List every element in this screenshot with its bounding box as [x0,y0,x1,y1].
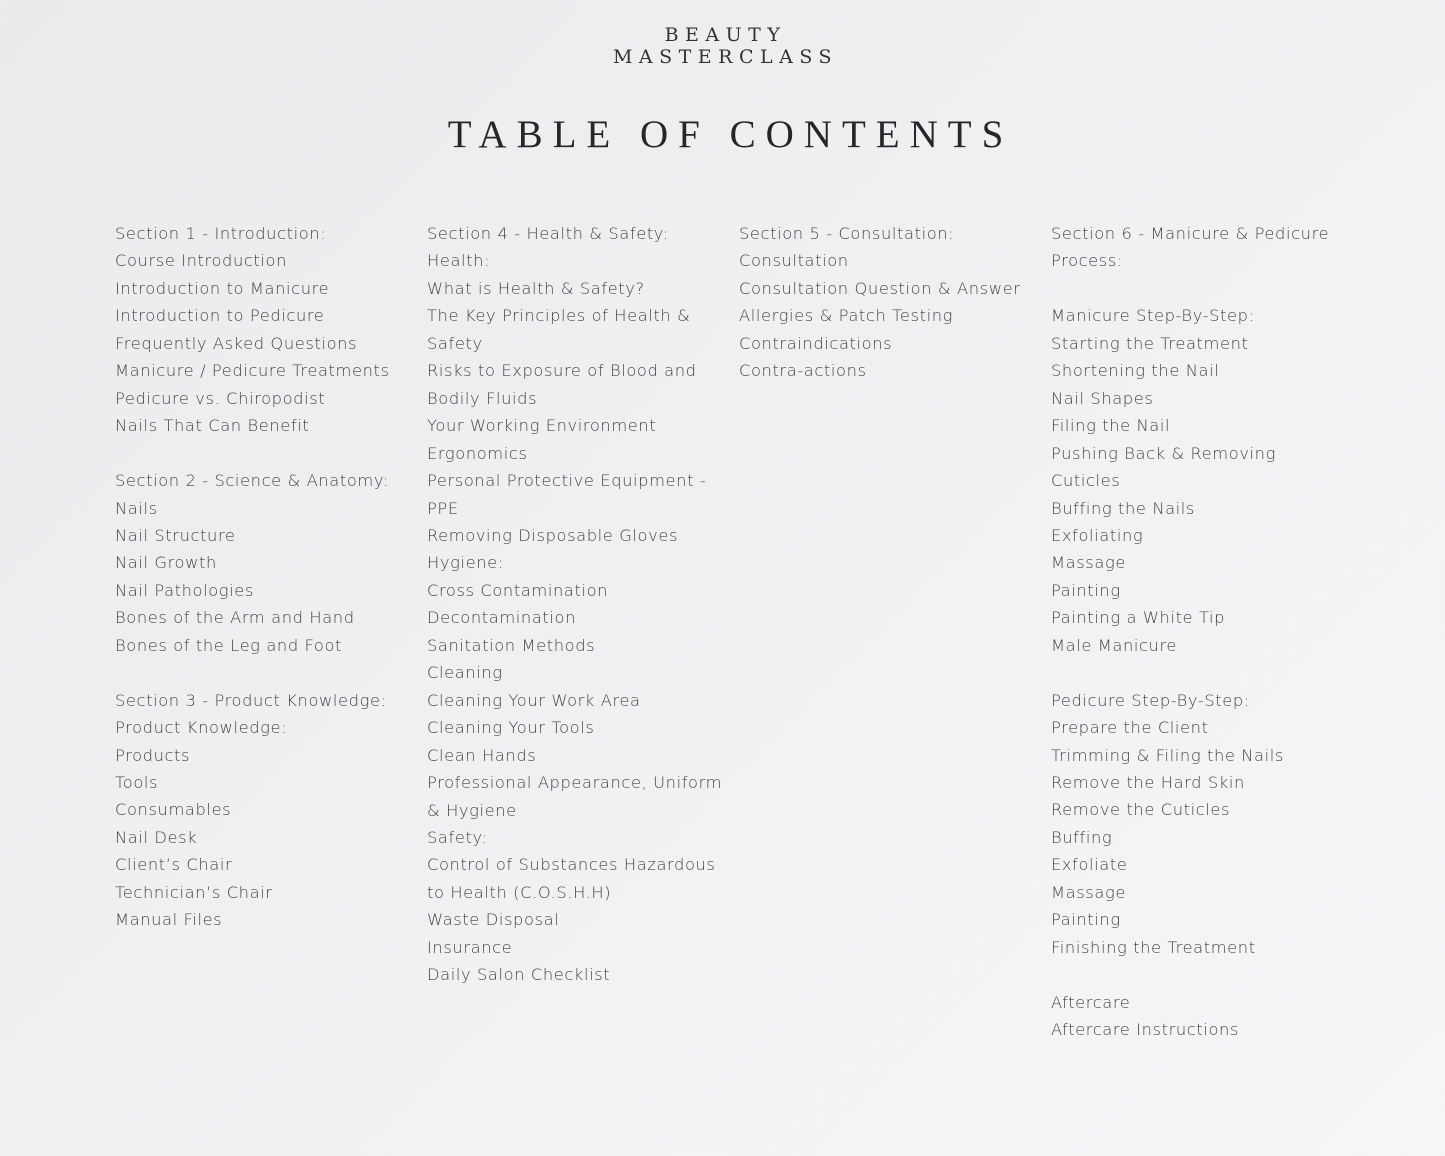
toc-entry: Exfoliate [1051,855,1128,875]
toc-entry: Bones of the Leg and Foot [115,635,343,655]
toc-entry: Bones of the Arm and Hand [115,608,355,628]
toc-entry: Your Working Environment [427,416,657,436]
toc-entry: Contra-actions [739,361,867,381]
toc-entry: Frequently Asked Questions [115,333,358,353]
toc-entry: Remove the Hard Skin [1051,773,1245,793]
toc-heading: Pedicure Step-By-Step: [1051,690,1250,710]
toc-entry: Remove the Cuticles [1051,800,1231,820]
toc-entry: Allergies & Patch Testing [739,306,954,326]
toc-entry: Nail Structure [115,525,236,545]
toc-entry: Contraindications [739,333,893,353]
toc-spacer [1051,659,1351,686]
toc-heading: Aftercare [1051,992,1131,1012]
toc-heading: Manicure Step-By-Step: [1051,306,1255,326]
toc-entry: Course Introduction [115,251,288,271]
toc-entry: Filing the Nail [1051,416,1171,436]
toc-entry: Cleaning Your Work Area [427,690,641,710]
toc-entry: & Hygiene [427,800,517,820]
toc-entry: Buffing [1051,827,1113,847]
toc-entry: Clean Hands [427,745,537,765]
toc-entry: Safety [427,333,483,353]
toc-heading: Safety: [427,827,488,847]
toc-entry: Tools [115,773,159,793]
toc-entry: Shortening the Nail [1051,361,1220,381]
toc-spacer [1051,275,1351,302]
toc-entry: Risks to Exposure of Blood and [427,361,697,381]
toc-entry: Professional Appearance, Uniform [427,773,723,793]
toc-entry: Cross Contamination [427,580,609,600]
toc-entry: Pedicure vs. Chiropodist [115,388,326,408]
toc-entry: Client’s Chair [115,855,233,875]
toc-column-1 [115,220,415,934]
page-title: TABLE OF CONTENTS [447,113,1014,156]
toc-entry: The Key Principles of Health & [427,306,691,326]
toc-spacer [1051,961,1351,988]
toc-entry: Introduction to Manicure [115,278,330,298]
toc-heading: Section 3 - Product Knowledge: [115,690,387,710]
toc-entry: Trimming & Filing the Nails [1051,745,1284,765]
toc-entry: Products [115,745,191,765]
toc-column-4 [1051,220,1351,1044]
brand-logo [0,24,1445,68]
toc-entry: Manicure / Pedicure Treatments [115,361,390,381]
toc-entry: Manual Files [115,910,223,930]
toc-entry: Sanitation Methods [427,635,596,655]
toc-entry: Aftercare Instructions [1051,1020,1240,1040]
toc-heading: Health: [427,251,491,271]
toc-entry: Nail Desk [115,827,198,847]
brand-line-2: MASTERCLASS [612,46,839,68]
toc-entry: Nails [115,498,158,518]
toc-entry: Massage [1051,882,1126,902]
toc-entry: Pushing Back & Removing [1051,443,1276,463]
toc-entry: Cleaning Your Tools [427,718,595,738]
toc-entry: Insurance [427,937,513,957]
toc-entry: Painting [1051,580,1121,600]
toc-spacer [115,440,415,467]
toc-entry: Personal Protective Equipment - [427,471,707,491]
toc-entry: Starting the Treatment [1051,333,1249,353]
toc-heading: Product Knowledge: [115,718,288,738]
toc-entry: Waste Disposal [427,910,560,930]
toc-entry: Consultation Question & Answer [739,278,1021,298]
toc-entry: Cleaning [427,663,503,683]
toc-entry: Process: [1051,251,1124,271]
toc-entry: Prepare the Client [1051,718,1209,738]
toc-entry: Nail Pathologies [115,580,254,600]
toc-entry: Nail Growth [115,553,217,573]
toc-entry: to Health (C.O.S.H.H) [427,882,612,902]
toc-entry: Control of Substances Hazardous [427,855,716,875]
toc-entry: Male Manicure [1051,635,1178,655]
toc-entry: Consumables [115,800,232,820]
toc-entry: Introduction to Pedicure [115,306,325,326]
toc-entry: Finishing the Treatment [1051,937,1256,957]
toc-entry: Technician’s Chair [115,882,273,902]
toc-heading: Section 1 - Introduction: [115,224,327,243]
toc-heading: Section 4 - Health & Safety: [427,224,669,243]
brand-line-1: BEAUTY [664,24,787,46]
toc-entry: Ergonomics [427,443,528,463]
toc-column-3 [739,220,1039,385]
toc-entry: Painting [1051,910,1121,930]
toc-entry: Exfoliating [1051,525,1144,545]
toc-heading: Section 5 - Consultation: [739,224,955,243]
toc-entry: Massage [1051,553,1126,573]
toc-heading: Section 6 - Manicure & Pedicure [1051,224,1330,243]
toc-entry: What is Health & Safety? [427,278,645,298]
toc-column-2 [427,220,727,989]
toc-heading: Hygiene: [427,553,504,573]
toc-entry: PPE [427,498,459,518]
toc-entry: Bodily Fluids [427,388,538,408]
toc-entry: Decontamination [427,608,577,628]
toc-entry: Nails That Can Benefit [115,416,310,436]
toc-entry: Nail Shapes [1051,388,1154,408]
toc-entry: Cuticles [1051,471,1121,491]
toc-entry: Consultation [739,251,849,271]
toc-entry: Painting a White Tip [1051,608,1226,628]
toc-spacer [115,659,415,686]
toc-entry: Daily Salon Checklist [427,965,611,985]
toc-heading: Section 2 - Science & Anatomy: [115,471,389,491]
toc-entry: Removing Disposable Gloves [427,525,679,545]
toc-entry: Buffing the Nails [1051,498,1196,518]
